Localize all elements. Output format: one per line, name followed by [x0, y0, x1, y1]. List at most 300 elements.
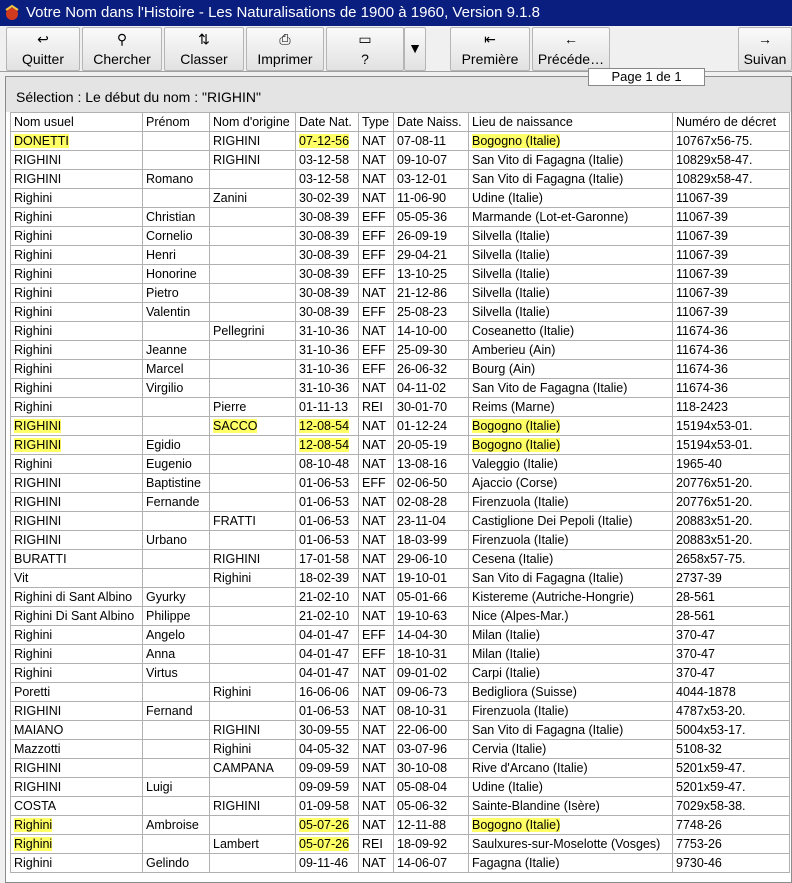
- table-cell: 09-06-73: [394, 683, 469, 702]
- table-cell: 05-05-36: [394, 208, 469, 227]
- table-cell: 02-06-50: [394, 474, 469, 493]
- table-cell: Ajaccio (Corse): [469, 474, 673, 493]
- table-cell: [143, 417, 210, 436]
- table-cell: Bourg (Ain): [469, 360, 673, 379]
- table-row[interactable]: [11, 265, 790, 284]
- table-cell: 11067-39: [673, 284, 790, 303]
- toolbar: [0, 26, 792, 84]
- table-row[interactable]: [11, 246, 790, 265]
- table-cell: 14-10-00: [394, 322, 469, 341]
- table-row[interactable]: [11, 721, 790, 740]
- table-cell: 11067-39: [673, 303, 790, 322]
- table-cell: [210, 379, 296, 398]
- first-page-icon: ⇤: [484, 31, 496, 47]
- table-cell: [143, 835, 210, 854]
- table-cell: NAT: [359, 664, 394, 683]
- table-cell: 14-06-07: [394, 854, 469, 873]
- table-cell: Baptistine: [143, 474, 210, 493]
- table-cell: 30-08-39: [296, 246, 359, 265]
- table-cell: [210, 664, 296, 683]
- table-cell: 31-10-36: [296, 379, 359, 398]
- table-cell: Anna: [143, 645, 210, 664]
- previous-page-button-label: Précéde…: [537, 51, 605, 67]
- table-cell: [11, 132, 143, 151]
- table-cell: RIGHINI: [11, 474, 143, 493]
- table-cell: NAT: [359, 531, 394, 550]
- highlighted-text: 12-08-54: [299, 419, 350, 433]
- table-cell: [296, 436, 359, 455]
- table-cell: RIGHINI: [11, 759, 143, 778]
- sort-button[interactable]: [164, 27, 244, 71]
- table-cell: 01-06-53: [296, 512, 359, 531]
- highlighted-text: RIGHINI: [14, 438, 62, 452]
- table-cell: [210, 455, 296, 474]
- table-cell: RIGHINI: [11, 531, 143, 550]
- table-row[interactable]: [11, 322, 790, 341]
- table-cell: Bedigliora (Suisse): [469, 683, 673, 702]
- table-cell: [210, 246, 296, 265]
- search-button-label: Chercher: [93, 51, 151, 67]
- table-cell: 02-08-28: [394, 493, 469, 512]
- table-cell: 20883x51-20.: [673, 512, 790, 531]
- table-cell: Silvella (Italie): [469, 265, 673, 284]
- table-cell: [210, 265, 296, 284]
- table-cell: BURATTI: [11, 550, 143, 569]
- quit-button[interactable]: [6, 27, 80, 71]
- table-cell: 01-06-53: [296, 493, 359, 512]
- column-header-nom-usuel[interactable]: Nom usuel: [11, 113, 143, 132]
- table-row[interactable]: [11, 436, 790, 455]
- table-cell: Pierre: [210, 398, 296, 417]
- column-header-nom-origine[interactable]: Nom d'origine: [210, 113, 296, 132]
- table-cell: Romano: [143, 170, 210, 189]
- help-dropdown-button[interactable]: [404, 27, 426, 71]
- table-cell: Righini: [210, 569, 296, 588]
- table-row[interactable]: [11, 626, 790, 645]
- table-cell: Righini: [11, 626, 143, 645]
- table-row[interactable]: [11, 835, 790, 854]
- table-cell: [210, 816, 296, 835]
- table-row[interactable]: [11, 379, 790, 398]
- table-cell: Udine (Italie): [469, 189, 673, 208]
- table-cell: Righini: [11, 227, 143, 246]
- table-row[interactable]: [11, 550, 790, 569]
- sort-button-label: Classer: [180, 51, 228, 67]
- table-cell: Sainte-Blandine (Isère): [469, 797, 673, 816]
- table-cell: 04-11-02: [394, 379, 469, 398]
- table-cell: 26-06-32: [394, 360, 469, 379]
- table-cell: 30-08-39: [296, 208, 359, 227]
- table-cell: Rive d'Arcano (Italie): [469, 759, 673, 778]
- table-cell: NAT: [359, 569, 394, 588]
- table-cell: Saulxures-sur-Moselotte (Vosges): [469, 835, 673, 854]
- table-cell: RIGHINI: [210, 797, 296, 816]
- table-cell: 01-06-53: [296, 702, 359, 721]
- table-cell: 09-11-46: [296, 854, 359, 873]
- table-cell: Reims (Marne): [469, 398, 673, 417]
- column-header-prenom[interactable]: Prénom: [143, 113, 210, 132]
- table-cell: Righini: [11, 322, 143, 341]
- table-cell: 19-10-01: [394, 569, 469, 588]
- table-cell: NAT: [359, 493, 394, 512]
- table-cell: 30-01-70: [394, 398, 469, 417]
- table-row[interactable]: [11, 341, 790, 360]
- table-cell: 22-06-00: [394, 721, 469, 740]
- table-cell: [210, 303, 296, 322]
- table-cell: Udine (Italie): [469, 778, 673, 797]
- table-cell: Marcel: [143, 360, 210, 379]
- table-row[interactable]: [11, 303, 790, 322]
- table-cell: 2737-39: [673, 569, 790, 588]
- table-cell: Zanini: [210, 189, 296, 208]
- table-cell: 30-08-39: [296, 303, 359, 322]
- table-cell: 09-01-02: [394, 664, 469, 683]
- table-cell: [143, 151, 210, 170]
- table-cell: Righini: [11, 265, 143, 284]
- table-cell: San Vito de Fagagna (Italie): [469, 379, 673, 398]
- column-header-numero-decret[interactable]: Numéro de décret: [673, 113, 790, 132]
- table-cell: 18-02-39: [296, 569, 359, 588]
- table-cell: 11674-36: [673, 341, 790, 360]
- page-indicator: Page 1 de 1: [588, 68, 705, 86]
- table-cell: RIGHINI: [210, 132, 296, 151]
- highlighted-text: Bogogno (Italie): [472, 438, 561, 452]
- table-row[interactable]: [11, 360, 790, 379]
- table-cell: San Vito di Fagagna (Italie): [469, 170, 673, 189]
- next-icon: →: [758, 31, 772, 47]
- table-cell: 7753-26: [673, 835, 790, 854]
- table-cell: Righini: [11, 664, 143, 683]
- table-cell: NAT: [359, 170, 394, 189]
- table-cell: Righini: [11, 341, 143, 360]
- table-cell: Cesena (Italie): [469, 550, 673, 569]
- table-row[interactable]: [11, 759, 790, 778]
- table-cell: 370-47: [673, 664, 790, 683]
- table-cell: Honorine: [143, 265, 210, 284]
- help-button[interactable]: [326, 27, 404, 71]
- table-body: [11, 132, 790, 873]
- table-cell: RIGHINI: [210, 721, 296, 740]
- table-cell: 04-01-47: [296, 626, 359, 645]
- table-cell: 30-02-39: [296, 189, 359, 208]
- table-cell: Carpi (Italie): [469, 664, 673, 683]
- table-cell: 15194x53-01.: [673, 436, 790, 455]
- table-cell: 10767x56-75.: [673, 132, 790, 151]
- table-cell: NAT: [359, 322, 394, 341]
- results-table: [10, 112, 790, 873]
- table-cell: [210, 360, 296, 379]
- table-cell: Firenzuola (Italie): [469, 702, 673, 721]
- table-cell: 5108-32: [673, 740, 790, 759]
- table-cell: Gyurky: [143, 588, 210, 607]
- table-cell: NAT: [359, 854, 394, 873]
- table-cell: 9730-46: [673, 854, 790, 873]
- table-cell: Virtus: [143, 664, 210, 683]
- table-cell: RIGHINI: [11, 512, 143, 531]
- next-page-button[interactable]: [738, 27, 792, 71]
- table-row[interactable]: [11, 778, 790, 797]
- first-page-button[interactable]: [450, 27, 530, 71]
- help-button-label: ?: [361, 51, 369, 67]
- table-cell: Vit: [11, 569, 143, 588]
- search-button[interactable]: [82, 27, 162, 71]
- table-cell: 11674-36: [673, 360, 790, 379]
- table-row[interactable]: [11, 569, 790, 588]
- table-cell: Righini: [11, 645, 143, 664]
- table-cell: 04-01-47: [296, 664, 359, 683]
- table-row[interactable]: [11, 208, 790, 227]
- table-cell: 05-01-66: [394, 588, 469, 607]
- table-row[interactable]: [11, 132, 790, 151]
- table-cell: [11, 816, 143, 835]
- table-cell: Amberieu (Ain): [469, 341, 673, 360]
- table-cell: NAT: [359, 512, 394, 531]
- table-cell: Jeanne: [143, 341, 210, 360]
- table-cell: [11, 835, 143, 854]
- highlighted-text: DONETTI: [14, 134, 69, 148]
- table-cell: Kistereme (Autriche-Hongrie): [469, 588, 673, 607]
- table-cell: Fagagna (Italie): [469, 854, 673, 873]
- table-row[interactable]: [11, 398, 790, 417]
- table-cell: 31-10-36: [296, 341, 359, 360]
- table-cell: 118-2423: [673, 398, 790, 417]
- table-cell: 29-04-21: [394, 246, 469, 265]
- table-cell: 30-09-55: [296, 721, 359, 740]
- table-cell: [210, 227, 296, 246]
- highlighted-text: 05-07-26: [299, 818, 350, 832]
- table-cell: Coseanetto (Italie): [469, 322, 673, 341]
- next-page-button-label: Suivan: [743, 51, 787, 67]
- highlighted-text: Righini: [14, 818, 53, 832]
- table-cell: [469, 816, 673, 835]
- table-cell: 08-10-31: [394, 702, 469, 721]
- column-header-type[interactable]: Type: [359, 113, 394, 132]
- table-row[interactable]: [11, 854, 790, 873]
- table-cell: EFF: [359, 208, 394, 227]
- table-cell: Righini: [11, 854, 143, 873]
- table-row[interactable]: [11, 531, 790, 550]
- first-page-button-label: Première: [461, 51, 519, 67]
- table-cell: Righini: [11, 284, 143, 303]
- table-cell: Pellegrini: [210, 322, 296, 341]
- table-cell: 08-10-48: [296, 455, 359, 474]
- table-cell: [296, 816, 359, 835]
- table-cell: 30-08-39: [296, 227, 359, 246]
- previous-icon: ←: [564, 31, 578, 47]
- table-cell: Righini: [11, 208, 143, 227]
- app-icon: [3, 4, 21, 22]
- table-cell: Righini: [11, 398, 143, 417]
- table-cell: 11674-36: [673, 322, 790, 341]
- table-cell: NAT: [359, 189, 394, 208]
- table-cell: [210, 170, 296, 189]
- column-header-lieu-naissance[interactable]: Lieu de naissance: [469, 113, 673, 132]
- table-cell: 7029x58-38.: [673, 797, 790, 816]
- table-cell: [210, 702, 296, 721]
- table-cell: 05-08-04: [394, 778, 469, 797]
- table-cell: 15194x53-01.: [673, 417, 790, 436]
- table-cell: [296, 835, 359, 854]
- table-cell: 20776x51-20.: [673, 493, 790, 512]
- table-cell: NAT: [359, 436, 394, 455]
- table-cell: [210, 417, 296, 436]
- highlighted-text: 05-07-26: [299, 837, 350, 851]
- table-cell: [210, 626, 296, 645]
- table-row[interactable]: [11, 170, 790, 189]
- table-cell: Angelo: [143, 626, 210, 645]
- table-cell: Fernand: [143, 702, 210, 721]
- table-cell: 13-08-16: [394, 455, 469, 474]
- table-cell: 20883x51-20.: [673, 531, 790, 550]
- table-cell: NAT: [359, 740, 394, 759]
- table-cell: Silvella (Italie): [469, 303, 673, 322]
- table-row[interactable]: [11, 816, 790, 835]
- table-row[interactable]: [11, 493, 790, 512]
- table-cell: NAT: [359, 721, 394, 740]
- table-cell: 370-47: [673, 626, 790, 645]
- table-row[interactable]: [11, 455, 790, 474]
- table-row[interactable]: [11, 151, 790, 170]
- table-cell: 25-09-30: [394, 341, 469, 360]
- highlighted-text: Bogogno (Italie): [472, 134, 561, 148]
- table-cell: 11067-39: [673, 227, 790, 246]
- table-cell: [143, 189, 210, 208]
- table-cell: 23-11-04: [394, 512, 469, 531]
- table-cell: [469, 132, 673, 151]
- table-cell: NAT: [359, 797, 394, 816]
- table-cell: [210, 284, 296, 303]
- table-cell: San Vito di Fagagna (Italie): [469, 151, 673, 170]
- table-row[interactable]: [11, 683, 790, 702]
- table-cell: Silvella (Italie): [469, 246, 673, 265]
- table-cell: 5201x59-47.: [673, 778, 790, 797]
- table-cell: Milan (Italie): [469, 645, 673, 664]
- table-cell: Fernande: [143, 493, 210, 512]
- table-cell: 11067-39: [673, 265, 790, 284]
- column-header-date-naiss[interactable]: Date Naiss.: [394, 113, 469, 132]
- table-cell: [210, 778, 296, 797]
- table-cell: 4044-1878: [673, 683, 790, 702]
- table-cell: EFF: [359, 303, 394, 322]
- table-cell: Philippe: [143, 607, 210, 626]
- table-cell: [143, 550, 210, 569]
- table-cell: [143, 398, 210, 417]
- table-cell: NAT: [359, 550, 394, 569]
- table-cell: 11067-39: [673, 189, 790, 208]
- table-cell: Righini: [11, 303, 143, 322]
- table-cell: 13-10-25: [394, 265, 469, 284]
- table-cell: 16-06-06: [296, 683, 359, 702]
- table-row[interactable]: [11, 227, 790, 246]
- table-row[interactable]: [11, 474, 790, 493]
- table-cell: 10829x58-47.: [673, 151, 790, 170]
- quit-button-label: Quitter: [21, 51, 64, 67]
- table-cell: 18-09-92: [394, 835, 469, 854]
- table-cell: [143, 721, 210, 740]
- table-cell: 29-06-10: [394, 550, 469, 569]
- table-cell: 01-09-58: [296, 797, 359, 816]
- table-cell: RIGHINI: [11, 493, 143, 512]
- table-cell: 01-11-13: [296, 398, 359, 417]
- table-cell: [210, 607, 296, 626]
- table-cell: 11067-39: [673, 246, 790, 265]
- table-cell: Ambroise: [143, 816, 210, 835]
- table-cell: Righini: [11, 189, 143, 208]
- table-row[interactable]: [11, 512, 790, 531]
- table-cell: 17-01-58: [296, 550, 359, 569]
- table-cell: Lambert: [210, 835, 296, 854]
- table-row[interactable]: [11, 284, 790, 303]
- table-cell: 04-01-47: [296, 645, 359, 664]
- print-button-label: Imprimer: [257, 51, 313, 67]
- highlighted-text: RIGHINI: [14, 419, 62, 433]
- table-cell: EFF: [359, 227, 394, 246]
- table-cell: 7748-26: [673, 816, 790, 835]
- table-cell: [143, 740, 210, 759]
- table-cell: [210, 531, 296, 550]
- table-cell: [210, 474, 296, 493]
- results-panel: [5, 76, 792, 883]
- table-row[interactable]: [11, 645, 790, 664]
- table-cell: [143, 322, 210, 341]
- table-cell: [210, 436, 296, 455]
- table-cell: 4787x53-20.: [673, 702, 790, 721]
- table-cell: Cervia (Italie): [469, 740, 673, 759]
- table-cell: Egidio: [143, 436, 210, 455]
- table-row[interactable]: [11, 702, 790, 721]
- column-header-date-nat[interactable]: Date Nat.: [296, 113, 359, 132]
- table-cell: 31-10-36: [296, 322, 359, 341]
- table-row[interactable]: [11, 189, 790, 208]
- table-cell: RIGHINI: [11, 702, 143, 721]
- table-cell: 30-08-39: [296, 265, 359, 284]
- table-cell: 11-06-90: [394, 189, 469, 208]
- table-cell: Urbano: [143, 531, 210, 550]
- table-cell: 03-12-58: [296, 170, 359, 189]
- table-cell: [143, 569, 210, 588]
- table-row[interactable]: [11, 664, 790, 683]
- table-cell: 30-10-08: [394, 759, 469, 778]
- table-cell: Silvella (Italie): [469, 284, 673, 303]
- table-cell: 11067-39: [673, 208, 790, 227]
- table-cell: Virgilio: [143, 379, 210, 398]
- table-cell: FRATTI: [210, 512, 296, 531]
- table-row[interactable]: [11, 740, 790, 759]
- table-cell: [143, 132, 210, 151]
- table-cell: COSTA: [11, 797, 143, 816]
- table-cell: Silvella (Italie): [469, 227, 673, 246]
- table-row[interactable]: [11, 607, 790, 626]
- table-cell: CAMPANA: [210, 759, 296, 778]
- table-cell: NAT: [359, 816, 394, 835]
- selection-label: Sélection : Le début du nom : "RIGHIN": [6, 77, 791, 112]
- table-row[interactable]: [11, 417, 790, 436]
- table-cell: Milan (Italie): [469, 626, 673, 645]
- print-button[interactable]: [246, 27, 324, 71]
- previous-page-button[interactable]: [532, 27, 610, 71]
- table-cell: 21-02-10: [296, 588, 359, 607]
- table-cell: Righini: [210, 740, 296, 759]
- table-cell: [11, 417, 143, 436]
- table-row[interactable]: [11, 588, 790, 607]
- table-cell: [210, 854, 296, 873]
- table-header-row: [11, 113, 790, 132]
- table-cell: REI: [359, 835, 394, 854]
- table-cell: NAT: [359, 151, 394, 170]
- table-row[interactable]: [11, 797, 790, 816]
- table-cell: Righini Di Sant Albino: [11, 607, 143, 626]
- table-cell: RIGHINI: [11, 151, 143, 170]
